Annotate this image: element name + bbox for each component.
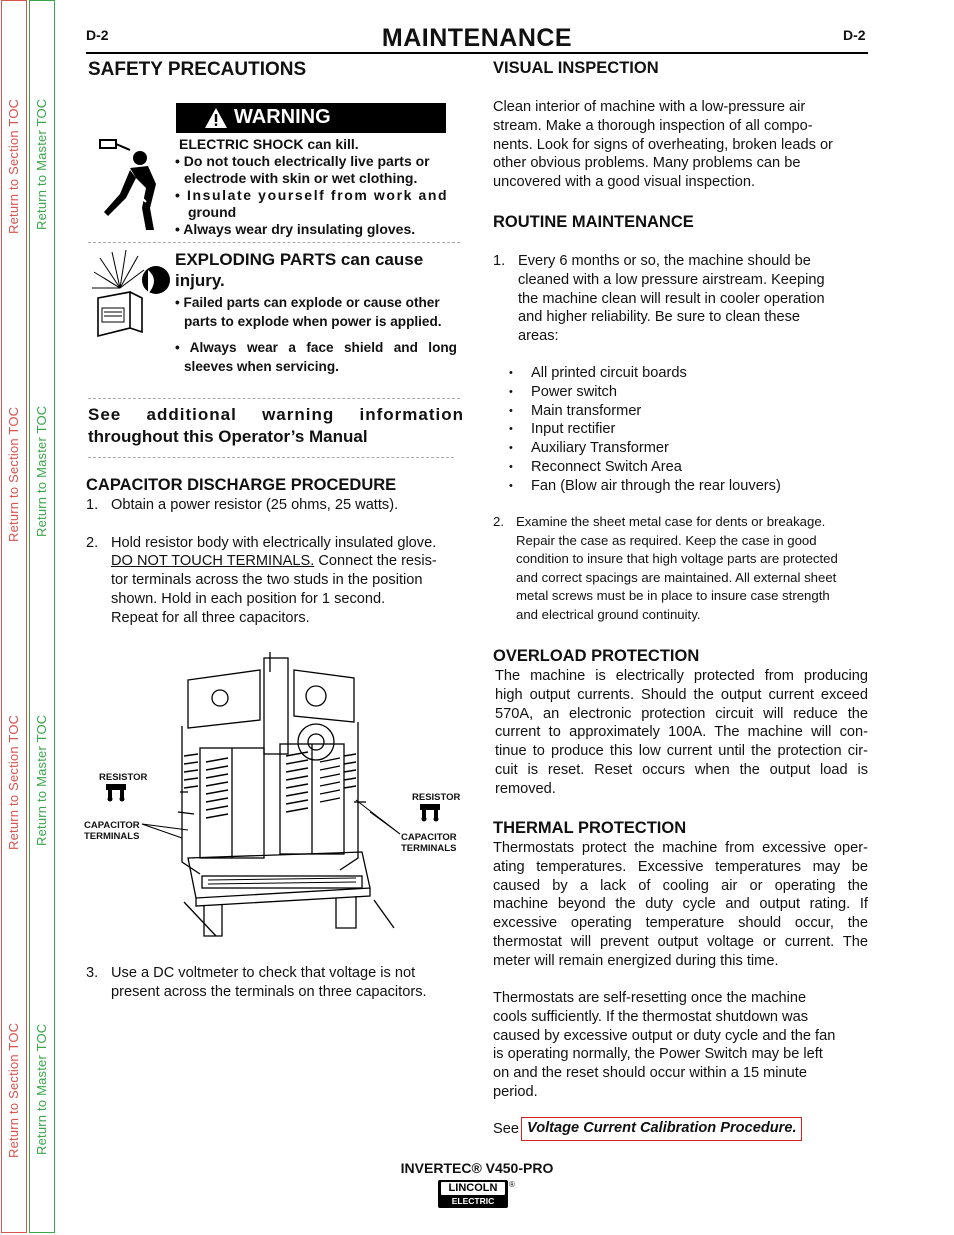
- return-master-toc-link-3[interactable]: Return to Master TOC: [34, 714, 49, 846]
- paragraph-line: caused by a lack of cooling air or operating the: [493, 877, 868, 894]
- paragraph-line: cools sufficiently. If the thermostat shutdown was: [493, 1008, 808, 1025]
- capacitor-step-1: [86, 496, 466, 515]
- capacitor-label-line: CAPACITOR: [84, 820, 140, 831]
- thermal-protection-text-1: [493, 839, 868, 971]
- step-number: 1.: [86, 497, 99, 513]
- step-text: Repeat for all three capacitors.: [111, 609, 310, 626]
- safety-heading: SAFETY PRECAUTIONS: [88, 59, 307, 80]
- return-master-toc-link-4[interactable]: Return to Master TOC: [34, 1023, 49, 1155]
- capacitor-step-3: [86, 964, 466, 1002]
- paragraph-line: areas:: [518, 328, 559, 345]
- return-master-toc-link-1[interactable]: Return to Master TOC: [34, 98, 49, 230]
- paragraph-line: Every 6 months or so, the machine should be: [518, 253, 811, 269]
- exploding-parts-title: [175, 249, 423, 291]
- shock-item: electrode with skin or wet clothing.: [184, 170, 418, 186]
- capacitor-steps: [86, 496, 466, 628]
- capacitor-label-line: TERMINALS: [401, 843, 457, 854]
- thermal-protection-heading: THERMAL PROTECTION: [493, 819, 687, 837]
- list-item: • Power switch: [509, 383, 869, 402]
- voltage-calibration-link[interactable]: Voltage Current Calibration Procedure.: [521, 1117, 802, 1141]
- warning-banner: [176, 103, 446, 133]
- paragraph-line: period.: [493, 1083, 538, 1100]
- paragraph-line: cleaned with a low pressure airstream. Keeping: [518, 271, 825, 288]
- paragraph-line: and higher reliability. Be sure to clean these: [518, 309, 801, 326]
- do-not-touch-warning: DO NOT TOUCH TERMINALS.: [111, 553, 315, 570]
- paragraph-line: Repair the case as required. Keep the case in good: [516, 532, 817, 548]
- overload-protection-text: [495, 667, 868, 799]
- figure-label-capacitor-left: [84, 820, 140, 842]
- shock-item: • Do not touch electrically live parts or: [175, 153, 430, 169]
- step-text: Hold resistor body with electrically insulated glove.: [111, 534, 437, 551]
- shock-item: • Insulate yourself from work and: [175, 187, 449, 203]
- cleaning-areas-list: [509, 364, 869, 496]
- header-rule: [86, 52, 868, 54]
- electric-shock-list: [175, 153, 467, 238]
- exploding-parts-list: [175, 293, 457, 376]
- paragraph-line: Clean interior of machine with a low-pressure air: [493, 99, 806, 115]
- capacitor-heading: CAPACITOR DISCHARGE PROCEDURE: [86, 476, 397, 494]
- capacitor-label-line: TERMINALS: [84, 831, 140, 842]
- list-item: • Input rectifier: [509, 420, 869, 439]
- resistor-left-icon: [106, 784, 126, 802]
- paragraph-line: and correct spacings are maintained. All external sheet: [516, 569, 837, 585]
- see-reference: [493, 1120, 519, 1139]
- step-number: 2.: [86, 534, 99, 551]
- logo-registered-mark: ®: [509, 1180, 515, 1189]
- see-additional-warning: [88, 404, 464, 448]
- paragraph-line: 570A, an electronic protection circuit will reduce the: [495, 705, 868, 722]
- divider: [88, 242, 460, 243]
- paragraph-line: ating temperatures. Excessive temperatures may be: [493, 858, 868, 875]
- paragraph-line: stream. Make a thorough inspection of all compo-: [493, 117, 813, 134]
- paragraph-line: meter will remain energized during this time.: [493, 952, 779, 969]
- electric-shock-icon: [96, 138, 168, 232]
- logo-bottom-text: ELECTRIC: [451, 1196, 495, 1206]
- capacitor-discharge-figure: [84, 652, 468, 942]
- warning-triangle-icon: [204, 107, 228, 129]
- paragraph-line: machine beyond the duty cycle and output rating. If: [493, 896, 868, 913]
- electric-shock-title: ELECTRIC SHOCK can kill.: [179, 136, 359, 152]
- exploding-title-line: injury.: [175, 271, 225, 290]
- explode-item: sleeves when servicing.: [184, 359, 339, 374]
- paragraph-line: Thermostats protect the machine from excessive oper-: [493, 840, 868, 856]
- resistor-right-icon: [420, 804, 440, 822]
- paragraph-line: Examine the sheet metal case for dents or breakage.: [516, 514, 826, 529]
- paragraph-line: and electrical ground continuity.: [516, 606, 701, 622]
- step-text: Use a DC voltmeter to check that voltage is not: [111, 965, 416, 981]
- capacitor-label-line: CAPACITOR: [401, 832, 457, 843]
- step-text: tor terminals across the two studs in the position: [111, 572, 423, 589]
- visual-inspection-text: [493, 98, 873, 192]
- capacitor-step-2: [86, 534, 466, 628]
- step-text: shown. Hold in each position for 1 second.: [111, 590, 386, 607]
- return-section-toc-link-3[interactable]: Return to Section TOC: [6, 714, 21, 850]
- paragraph-line: Thermostats are self-resetting once the machine: [493, 990, 807, 1006]
- routine-item-2: [493, 513, 878, 625]
- paragraph-line: tinue to produce this low current until the protection cir-: [495, 743, 868, 760]
- list-item: • Main transformer: [509, 402, 869, 421]
- step-text: present across the terminals on three capacitors.: [111, 983, 427, 1000]
- divider: [88, 398, 460, 399]
- logo-top-text: LINCOLN: [441, 1182, 505, 1195]
- return-master-toc-link-2[interactable]: Return to Master TOC: [34, 405, 49, 537]
- paragraph-line: current to approximately 100A. The machine will con-: [495, 724, 868, 741]
- paragraph-line: excessive operating temperature should occur, the: [493, 915, 868, 932]
- list-item: • Fan (Blow air through the rear louvers): [509, 477, 869, 496]
- explode-item: parts to explode when power is applied.: [184, 314, 442, 329]
- paragraph-line: metal screws must be in place to insure case strength: [516, 588, 830, 604]
- figure-label-resistor-left: RESISTOR: [99, 772, 148, 783]
- paragraph-line: caused by excessive output or duty cycle and the fan: [493, 1027, 836, 1044]
- routine-maintenance-heading: ROUTINE MAINTENANCE: [493, 213, 694, 231]
- footer-model: INVERTEC® V450-PRO: [400, 1160, 554, 1176]
- thermal-protection-text-2: [493, 989, 868, 1102]
- visual-inspection-heading: VISUAL INSPECTION: [493, 59, 659, 77]
- paragraph-line: The machine is electrically protected from producing: [495, 668, 868, 684]
- routine-item-1: [493, 252, 873, 346]
- exploding-parts-icon: [90, 248, 172, 340]
- explode-item: • Failed parts can explode or cause other: [175, 295, 440, 310]
- list-item: • Auxiliary Transformer: [509, 439, 869, 458]
- paragraph-line: thermostat will prevent output voltage or current. The: [493, 933, 868, 950]
- explode-item: • Always wear a face shield and long: [175, 340, 457, 355]
- paragraph-line: cuit is reset. Reset occurs when the output load is: [495, 761, 868, 778]
- exploding-title-line: EXPLODING PARTS can cause: [175, 250, 424, 269]
- list-item: • All printed circuit boards: [509, 364, 869, 383]
- step-number: 3.: [86, 965, 99, 981]
- figure-label-capacitor-right: [401, 832, 457, 854]
- paragraph-line: other obvious problems. Many problems can be: [493, 155, 801, 172]
- warning-label: WARNING: [234, 106, 331, 128]
- figure-label-resistor-right: RESISTOR: [412, 792, 461, 803]
- step-text: Obtain a power resistor (25 ohms, 25 watts).: [111, 497, 399, 513]
- step-number: 2.: [493, 514, 504, 529]
- paragraph-line: uncovered with a good visual inspection.: [493, 174, 756, 191]
- paragraph-line: removed.: [495, 780, 556, 797]
- shock-item: ground: [188, 204, 237, 220]
- step-number: 1.: [493, 253, 506, 269]
- shock-item: • Always wear dry insulating gloves.: [175, 221, 416, 237]
- step-text: Connect the resis-: [314, 553, 437, 570]
- lincoln-electric-logo: [438, 1180, 508, 1208]
- return-section-toc-link-1[interactable]: Return to Section TOC: [6, 98, 21, 234]
- paragraph-line: the machine clean will result in cooler operation: [518, 290, 825, 307]
- see-additional-line: See additional warning information: [88, 405, 464, 424]
- see-label: See: [493, 1121, 519, 1137]
- list-item: • Reconnect Switch Area: [509, 458, 869, 477]
- paragraph-line: condition to insure that high voltage parts are protected: [516, 551, 838, 567]
- return-section-toc-link-4[interactable]: Return to Section TOC: [6, 1022, 21, 1158]
- see-additional-line: throughout this Operator’s Manual: [88, 427, 368, 446]
- page-number-right: D-2: [843, 27, 866, 43]
- overload-protection-heading: OVERLOAD PROTECTION: [493, 647, 700, 665]
- page-title: MAINTENANCE: [381, 24, 573, 52]
- paragraph-line: nents. Look for signs of overheating, broken leads or: [493, 136, 833, 153]
- divider: [88, 457, 454, 458]
- page-number-left: D-2: [86, 27, 109, 43]
- paragraph-line: on and the reset should occur within a 15 minute: [493, 1065, 807, 1082]
- paragraph-line: high output currents. Should the output current exceed: [495, 686, 868, 703]
- paragraph-line: is operating normally, the Power Switch may be left: [493, 1046, 823, 1063]
- return-section-toc-link-2[interactable]: Return to Section TOC: [6, 406, 21, 542]
